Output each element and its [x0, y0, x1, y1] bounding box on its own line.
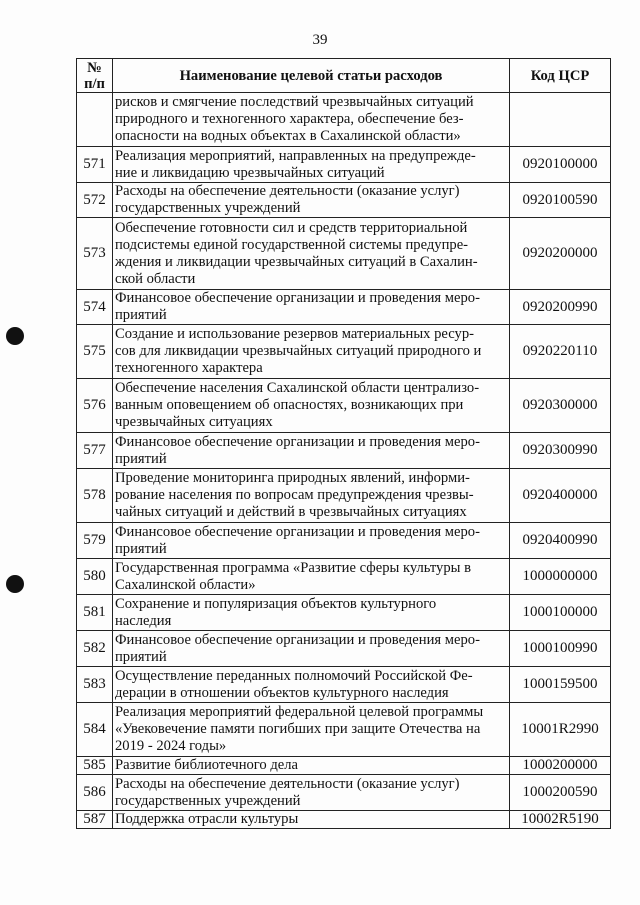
- row-name: Реализация мероприятий федеральной целевой программы «Увековечение памяти погибших при защите Отечества на 2019 - 2024 годы»: [113, 703, 510, 757]
- row-name: Расходы на обеспечение деятельности (оказание услуг) государственных учреждений: [113, 183, 510, 218]
- row-name: Государственная программа «Развитие сферы культуры в Сахалинской области»: [113, 559, 510, 595]
- row-name: Финансовое обеспечение организации и проведения меро- приятий: [113, 290, 510, 325]
- row-number: 581: [77, 595, 113, 631]
- table-row: [77, 631, 611, 667]
- table-row: [77, 290, 611, 325]
- table-row: [77, 667, 611, 703]
- row-code: 1000159500: [510, 667, 611, 703]
- row-number: 578: [77, 469, 113, 523]
- row-name: Развитие библиотечного дела: [113, 757, 510, 775]
- row-code: 0920400990: [510, 523, 611, 559]
- row-name: Обеспечение населения Сахалинской области централизо- ванным оповещением об опасностях, возникающих при чрезвычайных ситуациях: [113, 379, 510, 433]
- row-code: 0920220110: [510, 325, 611, 379]
- row-number: 586: [77, 775, 113, 811]
- row-code: 0920100000: [510, 147, 611, 183]
- punch-hole-mark: [6, 575, 24, 593]
- row-number: 571: [77, 147, 113, 183]
- row-number: 573: [77, 218, 113, 290]
- row-name: Проведение мониторинга природных явлений, информи- рование населения по вопросам предупреждения чрезвы- чайных ситуаций и действий в чрезвычайных ситуациях: [113, 469, 510, 523]
- row-code: 10001R2990: [510, 703, 611, 757]
- row-number: 580: [77, 559, 113, 595]
- table-row: [77, 757, 611, 775]
- row-number: 584: [77, 703, 113, 757]
- row-number: 574: [77, 290, 113, 325]
- row-code: 0920200000: [510, 218, 611, 290]
- budget-classification-table: [76, 58, 611, 829]
- table-row: [77, 559, 611, 595]
- row-name: рисков и смягчение последствий чрезвычайных ситуаций природного и техногенного характера, обеспечение без- опасности на водных объектах в Сахалинской области»: [113, 93, 510, 147]
- row-name: Финансовое обеспечение организации и проведения меро- приятий: [113, 523, 510, 559]
- row-name: Реализация мероприятий, направленных на предупрежде- ние и ликвидацию чрезвычайных ситуаций: [113, 147, 510, 183]
- row-number: 583: [77, 667, 113, 703]
- row-number: 572: [77, 183, 113, 218]
- row-code: 0920300000: [510, 379, 611, 433]
- row-code: 0920100590: [510, 183, 611, 218]
- table-header-row: [77, 59, 611, 93]
- table-row: [77, 93, 611, 147]
- table-row: [77, 218, 611, 290]
- row-number: 575: [77, 325, 113, 379]
- header-code: Код ЦСР: [510, 59, 611, 93]
- header-number: № п/п: [77, 59, 113, 93]
- table-row: [77, 595, 611, 631]
- table-row: [77, 147, 611, 183]
- row-code: 0920300990: [510, 433, 611, 469]
- page-number: 39: [312, 32, 328, 48]
- row-code: 1000100990: [510, 631, 611, 667]
- row-name: Расходы на обеспечение деятельности (оказание услуг) государственных учреждений: [113, 775, 510, 811]
- table-row: [77, 183, 611, 218]
- row-name: Обеспечение готовности сил и средств территориальной подсистемы единой государственной системы предупре- ждения и ликвидации чрезвычайных ситуаций в Сахалин- ской области: [113, 218, 510, 290]
- row-code: 0920400000: [510, 469, 611, 523]
- row-name: Осуществление переданных полномочий Российской Фе- дерации в отношении объектов культурного наследия: [113, 667, 510, 703]
- row-number: 585: [77, 757, 113, 775]
- row-number: 577: [77, 433, 113, 469]
- row-name: Сохранение и популяризация объектов культурного наследия: [113, 595, 510, 631]
- row-code: 1000200590: [510, 775, 611, 811]
- table-row: [77, 469, 611, 523]
- row-number: 579: [77, 523, 113, 559]
- table-row: [77, 379, 611, 433]
- row-number: [77, 93, 113, 147]
- row-code: [510, 93, 611, 147]
- header-name: Наименование целевой статьи расходов: [113, 59, 510, 93]
- row-code: 0920200990: [510, 290, 611, 325]
- table-row: [77, 433, 611, 469]
- row-name: Создание и использование резервов материальных ресур- сов для ликвидации чрезвычайных ситуаций природного и техногенного характера: [113, 325, 510, 379]
- table-row: [77, 325, 611, 379]
- punch-hole-mark: [6, 327, 24, 345]
- row-name: Поддержка отрасли культуры: [113, 811, 510, 829]
- table-row: [77, 811, 611, 829]
- row-number: 582: [77, 631, 113, 667]
- row-number: 576: [77, 379, 113, 433]
- row-code: 1000100000: [510, 595, 611, 631]
- row-code: 1000000000: [510, 559, 611, 595]
- row-code: 1000200000: [510, 757, 611, 775]
- table-row: [77, 775, 611, 811]
- row-number: 587: [77, 811, 113, 829]
- row-name: Финансовое обеспечение организации и проведения меро- приятий: [113, 433, 510, 469]
- row-name: Финансовое обеспечение организации и проведения меро- приятий: [113, 631, 510, 667]
- row-code: 10002R5190: [510, 811, 611, 829]
- table-row: [77, 523, 611, 559]
- table-row: [77, 703, 611, 757]
